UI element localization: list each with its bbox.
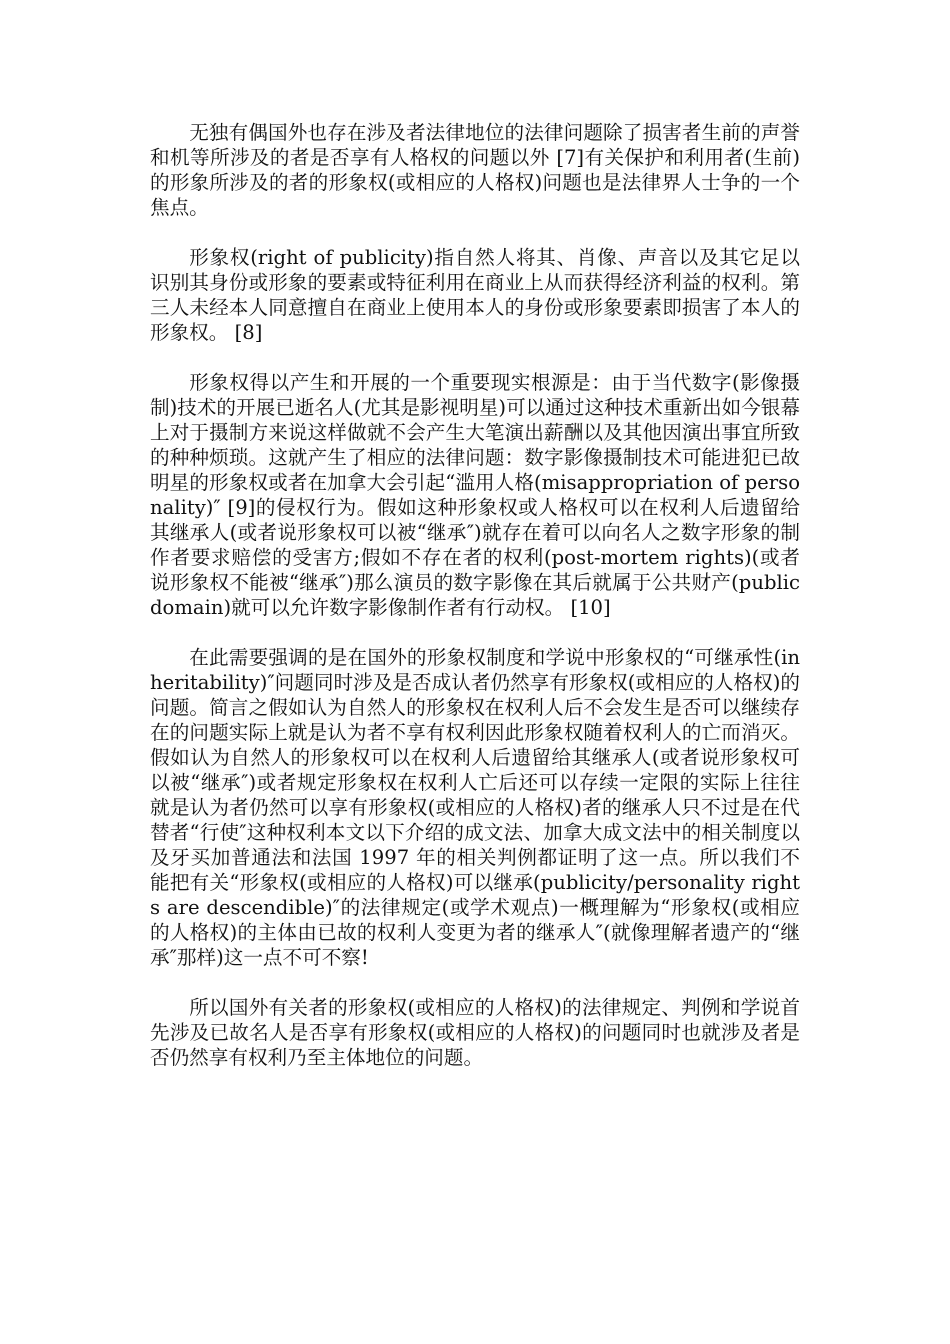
paragraph-4: 在此需要强调的是在国外的形象权制度和学说中形象权的“可继承性(inheritability)″问题同时涉及是否成认者仍然享有形象权(或相应的人格权)的问题。简言之假如认为自然人的形象权在权利人后不会发生是否可以继续存在的问题实际上就是认为者不享有权利因此形象权随着权利人的亡而消灭。假如认为自然人的形象权可以在权利人后遗留给其继承人(或者说形象权可以被“继承″)或者规定形象权在权利人亡后还可以存续一定限的实际上往往就是认为者仍然可以享有形象权(或相应的人格权)者的继承人只不过是在代替者“行使″这种权利本文以下介绍的成文法、加拿大成文法中的相关制度以及牙买加普通法和法国 1997 年的相关判例都证明了这一点。所以我们不能把有关“形象权(或相应的人格权)可以继承(publicity/personality rights are descendible)″的法律规定(或学术观点)一概理解为“形象权(或相应的人格权)的主体由已故的权利人变更为者的继承人″(就像理解者遗产的“继承″那样)这一点不可不察! bbox=[150, 646, 800, 969]
document-page bbox=[150, 120, 800, 1095]
paragraph-2: 形象权(right of publicity)指自然人将其、肖像、声音以及其它足以识别其身份或形象的要素或特征利用在商业上从而获得经济利益的权利。第三人未经本人同意擅自在商业上使用本人的身份或形象要素即损害了本人的形象权。 [8] bbox=[150, 246, 800, 344]
paragraph-5: 所以国外有关者的形象权(或相应的人格权)的法律规定、判例和学说首先涉及已故名人是否享有形象权(或相应的人格权)的问题同时也就涉及者是否仍然享有权利乃至主体地位的问题。 bbox=[150, 996, 800, 1069]
paragraph-1: 无独有偶国外也存在涉及者法律地位的法律问题除了损害者生前的声誉和机等所涉及的者是否享有人格权的问题以外 [7]有关保护和利用者(生前)的形象所涉及的者的形象权(或相应的人格权)问题也是法律界人士争的一个焦点。 bbox=[150, 121, 800, 219]
paragraph-3: 形象权得以产生和开展的一个重要现实根源是：由于当代数字(影像摄制)技术的开展已逝名人(尤其是影视明星)可以通过这种技术重新出如今银幕上对于摄制方来说这样做就不会产生大笔演出薪酬以及其他因演出事宜所致的种种烦琐。这就产生了相应的法律问题：数字影像摄制技术可能进犯已故明星的形象权或者在加拿大会引起“滥用人格(misappropriation of personality)″ [9]的侵权行为。假如这种形象权或人格权可以在权利人后遗留给其继承人(或者说形象权可以被“继承″)就存在着可以向名人之数字形象的制作者要求赔偿的受害方;假如不存在者的权利(post-mortem rights)(或者说形象权不能被“继承″)那么演员的数字影像在其后就属于公共财产(public domain)就可以允许数字影像制作者有行动权。 [10] bbox=[150, 371, 800, 619]
